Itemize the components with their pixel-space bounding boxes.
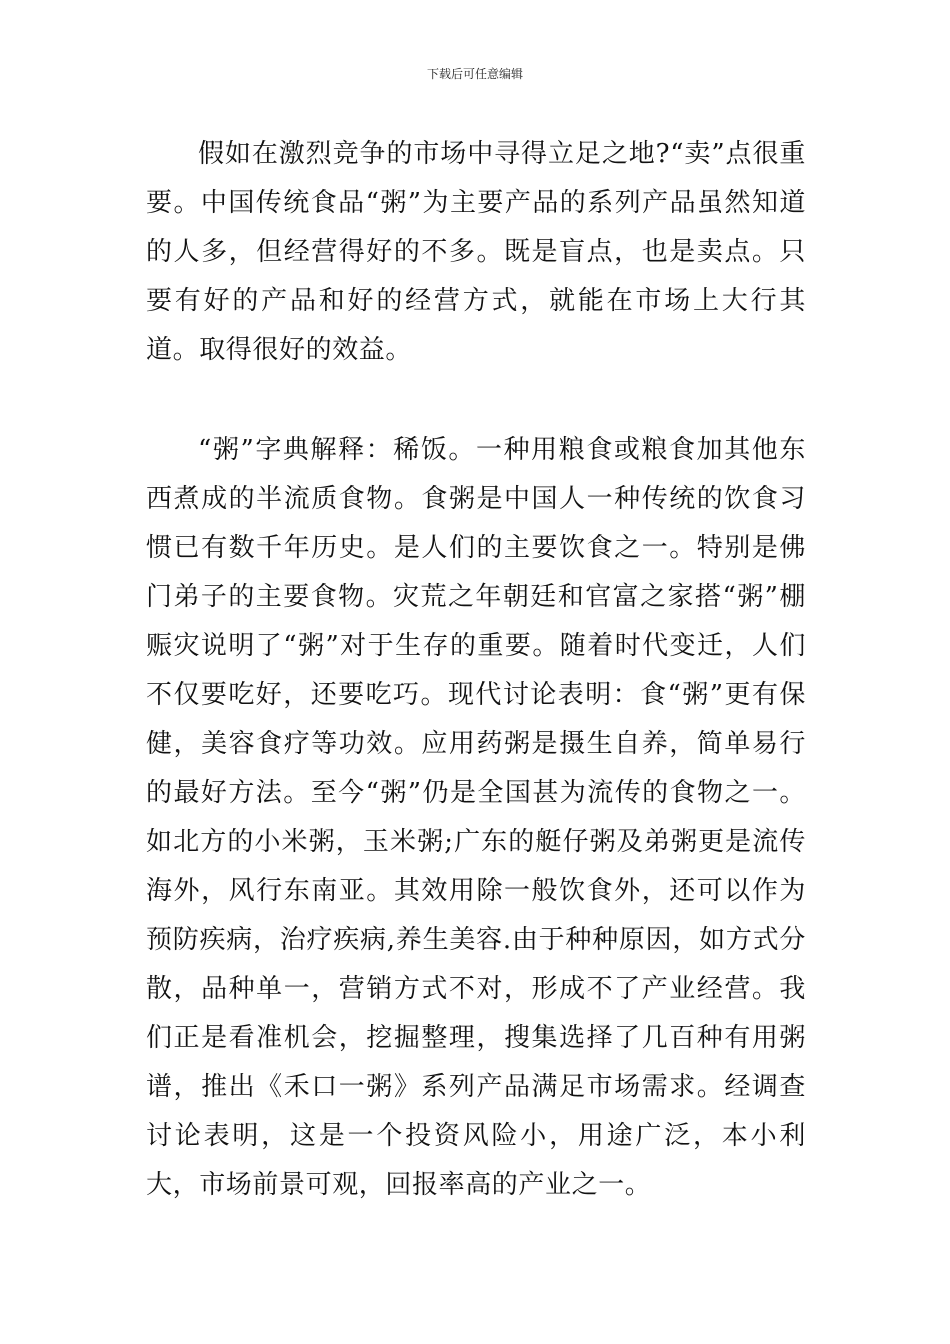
body-paragraph-1: 假如在激烈竞争的市场中寻得立足之地?“卖”点很重要。中国传统食品“粥”为主要产品的系列产品虽然知道的人多，但经营得好的不多。既是盲点，也是卖点。只要有好的产品和好的经营方式，就能在市场上大行其道。取得很好的效益。: [146, 139, 806, 365]
header-note: 下载后可任意编辑: [426, 67, 523, 81]
body-paragraph-2: “粥”字典解释：稀饭。一种用粮食或粮食加其他东西煮成的半流质食物。食粥是中国人一种传统的饮食习惯已有数千年历史。是人们的主要饮食之一。特别是佛门弟子的主要食物。灾荒之年朝廷和官富之家搭“粥”棚赈灾说明了“粥”对于生存的重要。随着时代变迁，人们不仅要吃好，还要吃巧。现代讨论表明：食“粥”更有保健，美容食疗等功效。应用药粥是摄生自养，简单易行的最好方法。至今“粥”仍是全国甚为流传的食物之一。如北方的小米粥，玉米粥;广东的艇仔粥及弟粥更是流传海外，风行东南亚。其效用除一般饮食外，还可以作为预防疾病，治疗疾病,养生美容.由于种种原因，如方式分散，品种单一，营销方式不对，形成不了产业经营。我们正是看准机会，挖掘整理，搜集选择了几百种有用粥谱，推出《禾口一粥》系列产品满足市场需求。经调查讨论表明，这是一个投资风险小，用途广泛，本小利大，市场前景可观，回报率高的产业之一。: [146, 435, 806, 1200]
